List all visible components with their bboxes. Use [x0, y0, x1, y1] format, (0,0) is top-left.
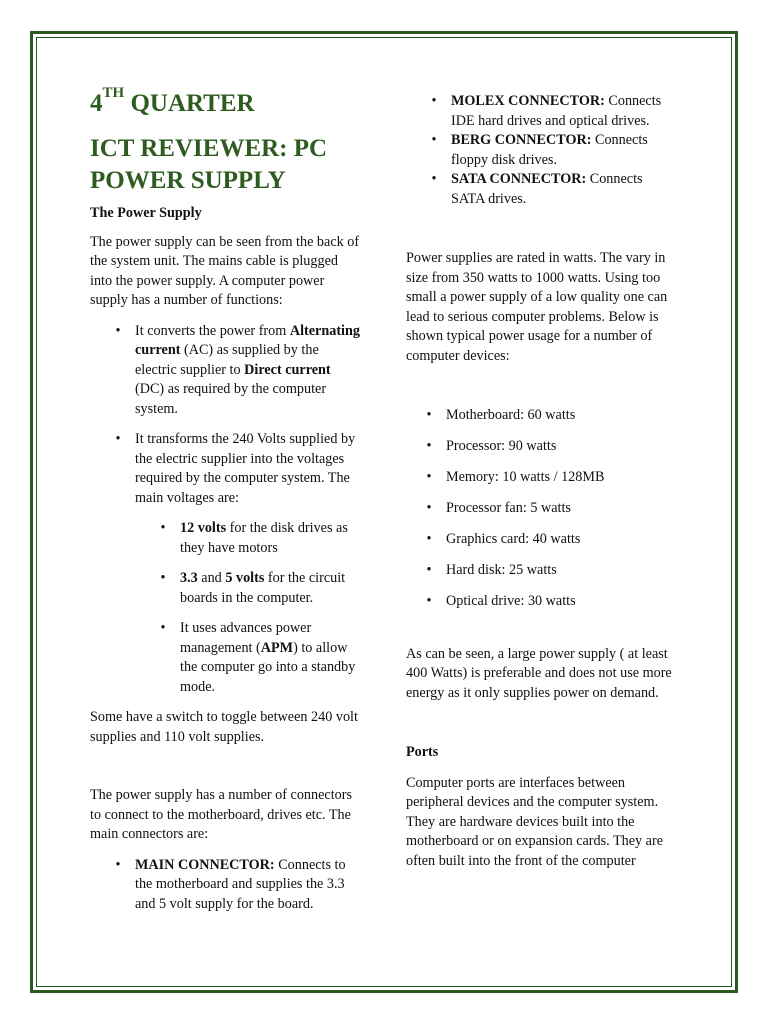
list-item: • It uses advances power management (APM) to allow the computer go into a standby mode.	[180, 619, 362, 697]
title-ict-reviewer: ICT REVIEWER: PC POWER SUPPLY	[90, 135, 328, 194]
list-item: • Hard disk: 25 watts	[446, 561, 676, 581]
bullet-icon: •	[426, 593, 432, 609]
bullet-icon: •	[160, 570, 166, 586]
list-item: • BERG CONNECTOR: Connects floppy disk drives.	[451, 131, 676, 170]
bullet-icon: •	[115, 431, 121, 447]
main-connector-list	[115, 856, 362, 915]
list-item: • Motherboard: 60 watts	[446, 406, 676, 426]
list-item: • Memory: 10 watts / 128MB	[446, 468, 676, 488]
title-quarter: 4TH QUARTER	[90, 85, 255, 117]
list-item: • It transforms the 240 Volts supplied by the electric supplier into the voltages required by the computer system. The main voltages are:	[135, 430, 362, 508]
bullet-icon: •	[426, 438, 432, 454]
bullet-icon: •	[160, 520, 166, 536]
bullet-icon: •	[426, 407, 432, 423]
connectors-intro: The power supply has a number of connectors to connect to the motherboard, drives etc. The main connectors are:	[90, 787, 352, 842]
intro-paragraph: The power supply can be seen from the back of the system unit. The mains cable is plugged into the power supply. A computer power supply has a number of functions:	[90, 233, 360, 308]
bullet-icon: •	[426, 531, 432, 547]
right-column	[406, 92, 676, 871]
bullet-icon: •	[115, 856, 121, 873]
bullet-icon: •	[426, 500, 432, 516]
list-item: • It converts the power from Alternating current (AC) as supplied by the electric supplier to Direct current (DC) as required by the computer system.	[135, 322, 362, 420]
list-item: • SATA CONNECTOR: Connects SATA drives.	[451, 170, 676, 209]
list-item: • Optical drive: 30 watts	[446, 592, 676, 612]
switch-paragraph: Some have a switch to toggle between 240 volt supplies and 110 volt supplies.	[90, 709, 358, 745]
list-item: • 3.3 and 5 volts for the circuit boards in the computer.	[180, 569, 362, 608]
bullet-icon: •	[431, 171, 437, 187]
section-heading-power-supply: The Power Supply	[90, 205, 202, 221]
functions-list	[115, 322, 362, 509]
list-item: • Processor: 90 watts	[446, 437, 676, 457]
power-usage-list	[426, 406, 676, 612]
bullet-icon: •	[160, 620, 166, 636]
list-item: • MOLEX CONNECTOR: Connects IDE hard drives and optical drives.	[451, 92, 676, 131]
list-item: • MAIN CONNECTOR: Connects to the motherboard and supplies the 3.3 and 5 volt supply for the board.	[135, 856, 362, 915]
bullet-icon: •	[426, 562, 432, 578]
ports-paragraph: Computer ports are interfaces between peripheral devices and the computer system. They are hardware devices built into the motherboard or on expansion cards. They are often built into the front of the computer	[406, 774, 663, 869]
conclusion-paragraph: As can be seen, a large power supply ( at least 400 Watts) is preferable and does not use more energy as it only supplies power on demand.	[406, 645, 672, 701]
list-item: • 12 volts for the disk drives as they have motors	[180, 519, 362, 558]
connectors-list	[431, 92, 676, 209]
bullet-icon: •	[115, 322, 121, 339]
section-heading-ports: Ports	[406, 744, 439, 760]
list-item: • Processor fan: 5 watts	[446, 499, 676, 519]
bullet-icon: •	[431, 93, 437, 109]
voltages-list	[160, 519, 362, 697]
bullet-icon: •	[431, 132, 437, 148]
ratings-paragraph: Power supplies are rated in watts. The vary in size from 350 watts to 1000 watts. Using too small a power supply of a low quality one can lead to serious computer problems. Below is shown typical power usage for a number of computer devices:	[406, 250, 668, 364]
left-column	[90, 85, 362, 914]
list-item: • Graphics card: 40 watts	[446, 530, 676, 550]
bullet-icon: •	[426, 469, 432, 485]
